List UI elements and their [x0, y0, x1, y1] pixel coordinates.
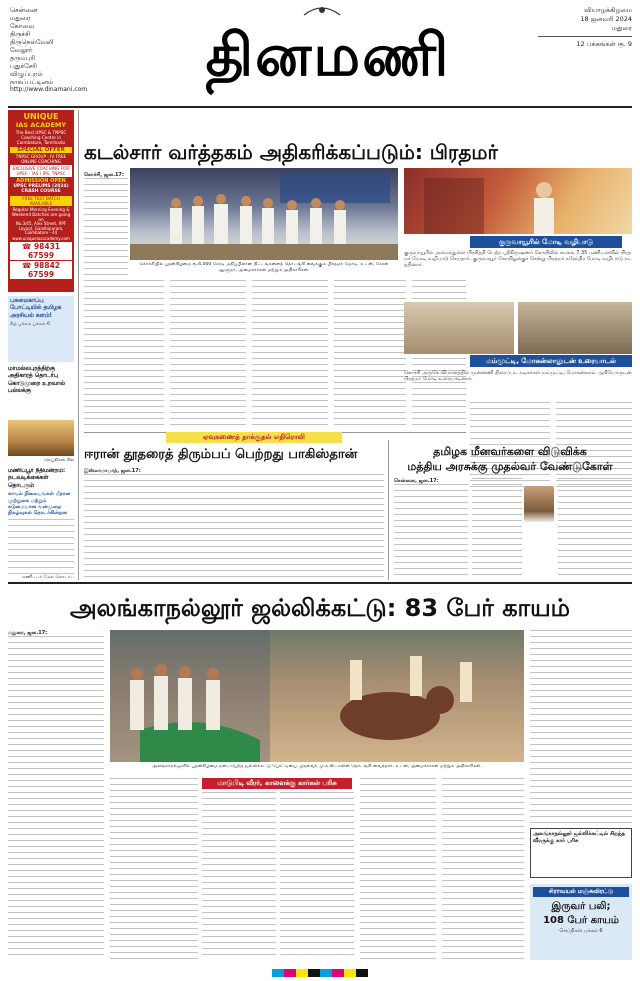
city: திருச்சி — [10, 30, 31, 38]
pakistan-kicker: ஏவுகணைத் தாக்குதல் எதிரொலி — [166, 432, 342, 443]
ad-phone-1 — [10, 242, 72, 260]
reg-swatch — [320, 969, 332, 977]
sidebar-photo-temple — [8, 420, 74, 456]
lead-body-col-3 — [170, 280, 246, 430]
sidebar-item-3-title: மணிப்பூர் நீதிமன்றம்: நடவடிக்கைகள் தொடரும் — [8, 468, 66, 489]
pakistan-dateline: இஸ்லாமாபாத், ஜன.17: — [84, 468, 141, 474]
lead-body-col-1 — [84, 172, 128, 280]
sidebar-photo-credit: செய்திகள் சில — [44, 458, 74, 463]
photo-chief-minister — [524, 486, 554, 522]
city: திருநெல்வேலி — [10, 38, 54, 46]
fishermen-body-col-2 — [472, 478, 522, 578]
jallikattu-photo-caption: அலங்காநல்லூரில் புதன்கிழமை நடைபெற்ற ஜல்லிக்கட்டு போட்டியை முதல்வர் மு.க.ஸ்டாலின் தொடங்கி வைத்தார். உடன், அமைச்சர்கள் மற்றும் அதிகாரிகள். — [152, 764, 482, 769]
fishermen-headline-1: தமிழக மீனவர்களை விடுவிக்க — [433, 445, 587, 458]
website-url: http://www.dinamani.com — [10, 86, 88, 93]
jallikattu-body-left — [8, 630, 104, 960]
city: கோவை — [10, 22, 35, 30]
ad-phone-1-number: 98431 67599 — [27, 242, 61, 261]
siravayal-line-1: இருவர் பலி; — [551, 901, 611, 912]
pakistan-headline: ஈரான் தூதரைத் திரும்பப் பெற்றது பாகிஸ்தான் — [84, 447, 358, 462]
sidebar-item-1-ref: கீழ் பக்கம் பக்கம் 6 — [10, 322, 50, 328]
lead-photo-pm-kochi — [130, 168, 398, 260]
jallikattu-body-col-4 — [280, 792, 354, 960]
reg-swatch — [344, 969, 356, 977]
lead-dateline: கொச்சி, ஜன.17: — [84, 172, 124, 178]
city: தருமபுரி — [10, 54, 36, 62]
ad-brand-line1: UNIQUE — [23, 112, 59, 121]
lead-body-col-5 — [334, 280, 406, 430]
city: விழுப்புரம் — [10, 70, 43, 78]
reg-swatch — [308, 969, 320, 977]
sidebar-item-3 — [8, 468, 74, 578]
ad-address: No.3/45, Alex Street, RPF Layout, Gandhipuram, Coimbatore - 44 — [15, 220, 67, 236]
jallikattu-headline: அலங்காநல்லூர் ஜல்லிக்கட்டு: 83 பேர் காயம் — [70, 594, 570, 622]
color-registration-bar — [8, 962, 632, 970]
photo-guruvayur — [404, 168, 632, 234]
reg-swatch — [296, 969, 308, 977]
ad-web: www.uniqueiasacademy.com — [12, 236, 70, 242]
ias-academy-ad — [8, 110, 74, 292]
photo-mammootty-mohanlal — [404, 302, 514, 354]
reg-swatch — [284, 969, 296, 977]
reg-swatch — [332, 969, 344, 977]
phone-icon: ☎ — [21, 242, 32, 252]
ad-phone-2-number: 98842 67599 — [27, 261, 61, 280]
masthead-cities — [10, 6, 88, 94]
city: சென்னை — [10, 6, 38, 14]
city: நாகப்பட்டினம் — [10, 78, 54, 86]
weekday: வியாழக்கிழமை — [584, 6, 632, 14]
alanganallur-box-title: அலங்காநல்லூர் ஜல்லிக்கட்டில் சிறந்த வீரருக்கு கார் பரிசு — [533, 831, 625, 844]
pages-price: 12 பக்கங்கள் ரூ. 9 — [576, 40, 632, 48]
jallikattu-body-col-6 — [442, 778, 524, 960]
fishermen-headline-2: மத்திய அரசுக்கு முதல்வர் வேண்டுகோள் — [407, 460, 613, 473]
sidebar-item-2-title: மாமல்லபுரத்திற்கு அதிகாரத் தொடர்பு கொடுமுறை உறவால் பல்லக்கு — [8, 366, 65, 395]
sidebar-item-1-title: பசுமைகாப்பு போட்டியில் தமிழக அரசியல் களம்! — [10, 298, 62, 319]
lead-headline: கடல்சார் வர்த்தகம் அதிகரிக்கப்படும்: பிரதமர் — [84, 140, 498, 164]
siravayal-tag: சிராவயல் மஞ்சுவிரட்டு — [533, 887, 629, 897]
fishermen-body-col-1 — [394, 478, 468, 578]
lead-body-col-2 — [84, 280, 164, 430]
photo-jallikattu — [110, 630, 524, 762]
ad-tagline: The Best UPSC & TNPSC Coaching Centre in Coimbatore, Tamilnadu — [15, 130, 67, 145]
guruvayur-body: குருவாயூரில் அமைந்துள்ள பிரசித்தி பெற்ற ஸ்ரீகிருஷ்ணர் கோயிலில் காலை 7.35 மணியளவில் பிரதமர் மோடி வழிபாடு செய்தார். குருவாயூர் கோயிலுக்குச் சென்று பிரதமர் நரேந்திர மோடி வழிபாடு நடத்தினார். — [404, 250, 632, 269]
sidebar-item-3-credit: மணிப்பூர் மேல் தொடர்பு — [21, 574, 74, 578]
city: வேலூர் — [10, 46, 33, 54]
guruvayur-tag: குருவாயூரில் மோடி வழிபாடு — [470, 236, 622, 248]
siravayal-box — [530, 884, 632, 960]
mammootty-body: கொச்சி அருகே விமானத்தில் முன்னணி திரைப்பட நடிகர்கள் மம்முட்டி, மோகன்லால் ஆகியோருடன் பிரதமர் மோடி உரையாடினார். — [404, 370, 632, 383]
reg-swatch — [272, 969, 284, 977]
phone-icon: ☎ — [21, 261, 32, 271]
jallikattu-subtag: மாடுபிடி வீரர், காளைக்கு கார்கள் பரிசு — [202, 778, 352, 789]
jallikattu-body-col-5 — [360, 778, 436, 960]
sidebar-item-3-body — [8, 519, 74, 575]
masthead-date-block — [538, 6, 632, 49]
ad-admission: ADMISSION OPEN — [16, 178, 66, 184]
lead-body-col-4 — [252, 280, 328, 430]
ad-special-offer: SPECIAL OFFER — [10, 147, 72, 153]
photo-pm-actors — [518, 302, 632, 354]
jallikattu-dateline: மதுரை, ஜன.17: — [8, 630, 48, 636]
ad-offer-2: EXCLUSIVE COACHING FOR UPSC - IAS / IPS, TNPSC — [10, 165, 72, 177]
fishermen-body-col-3 — [558, 478, 632, 578]
jallikattu-body-col-3 — [202, 792, 276, 960]
lead-photo-caption: கொச்சியில் புதன்கிழமை ரூ.4,000 கோடி மதிப்பிலான திட்டங்களைத் தொடங்கி வைக்கும் பிரதமர் மோடி. உடன், கேரள ஆளுநர், அமைச்சர்கள் மற்றும் அதிகாரிகள். — [139, 262, 389, 273]
masthead-logo: தினமணி — [205, 21, 451, 89]
issue-date: 18 ஜனவரி 2024 — [580, 15, 632, 23]
siravayal-line-2: 108 பேர் காயம் — [543, 915, 619, 926]
sidebar-item-3-sub: காவல் நிலையங்கள் மீதான முற்றுகை மற்றும் கடுமையான வன்முறை நிகழ்வுகள் தொடர்கின்றன — [8, 491, 71, 517]
ad-regular: Regular Morning Evening & Weekend Batches are going on — [11, 206, 71, 222]
ad-offer-1: TNPSC GROUP - IV FREE ONLINE COACHING — [15, 154, 67, 164]
ad-prelims: UPSC PRELIMS (2024) CRASH COURSE — [13, 184, 69, 195]
reg-swatch — [356, 969, 368, 977]
alanganallur-box — [530, 828, 632, 878]
pakistan-body — [84, 468, 384, 580]
edition: மதுரை — [611, 24, 632, 32]
ad-free-test: FREE TEST BATCH AVAILABLE — [10, 196, 72, 206]
jallikattu-body-right — [530, 630, 632, 826]
city: மதுரை — [10, 14, 31, 22]
ad-phone-2 — [10, 261, 72, 279]
fishermen-dateline: சென்னை, ஜன.17: — [394, 478, 439, 484]
sidebar-item-1 — [8, 296, 74, 362]
siravayal-ref: செய்திகள் பக்கம் 6 — [559, 928, 603, 934]
masthead-emblem-icon — [300, 2, 344, 16]
jallikattu-body-col-2 — [110, 778, 198, 960]
mammootty-tag: மம்முட்டி, மோகன்லாலுடன் உரையாடல் — [470, 355, 632, 367]
ad-brand-line2: IAS ACADEMY — [15, 121, 67, 129]
city: புதுச்சேரி — [10, 62, 37, 70]
